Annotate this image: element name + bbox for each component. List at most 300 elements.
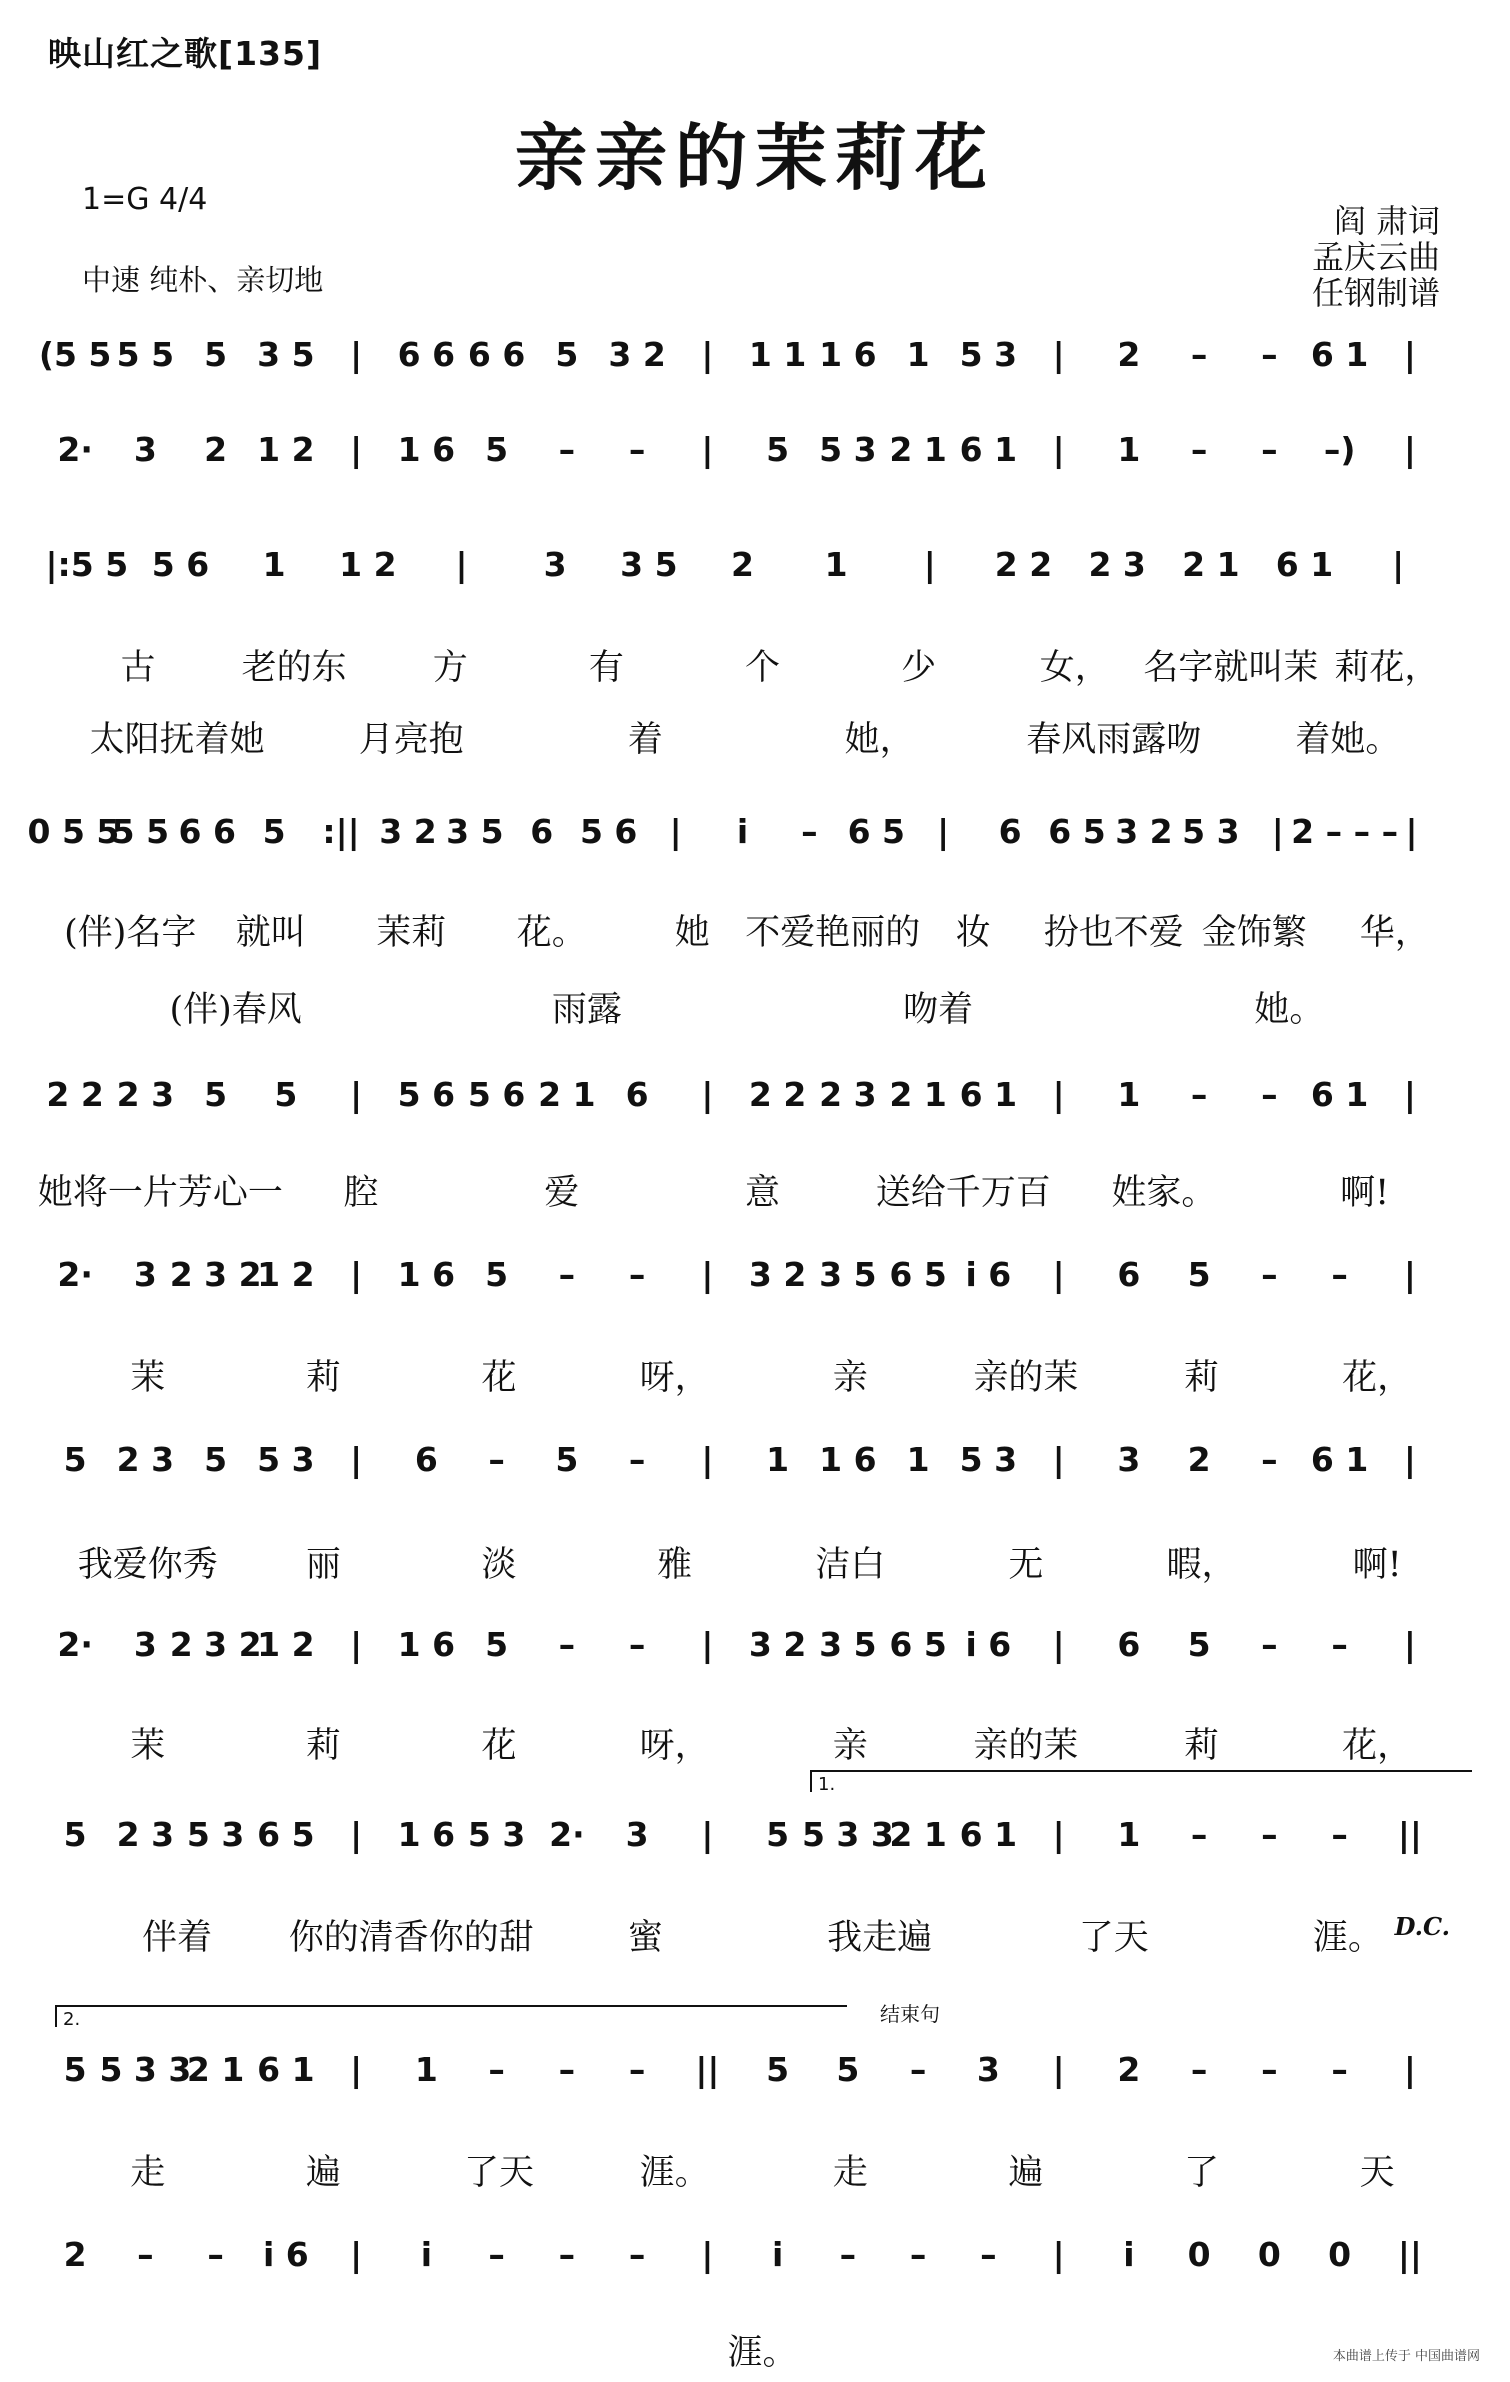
note: 6 — [625, 1075, 649, 1114]
note: 1 2 — [257, 1625, 315, 1664]
key-signature: 1=G 4/4 — [82, 182, 208, 217]
barline: | — [1403, 335, 1416, 374]
lyric-word: 亲 — [832, 1358, 868, 1398]
note: 1 6 — [397, 1815, 456, 1854]
note: 3 — [625, 1815, 649, 1854]
note: 2 — [1117, 2050, 1141, 2089]
note: (5 5 — [38, 335, 112, 374]
note: – — [1331, 1625, 1348, 1664]
lyric-word: 个 — [744, 648, 781, 688]
note: 5 — [555, 1440, 579, 1479]
barline: | — [350, 430, 363, 469]
note: i 6 — [262, 2235, 309, 2274]
note: – — [1261, 430, 1278, 469]
note: 2 — [1187, 1440, 1211, 1479]
note: 1 2 — [257, 430, 315, 469]
lyric-word: 你的清香你的甜 — [288, 1918, 534, 1958]
lyric-word: 莉花， — [1334, 648, 1440, 688]
volta-label: 1. — [818, 1774, 836, 1795]
note: 6 6 — [467, 335, 526, 374]
note: 2 1 — [1182, 545, 1240, 584]
note: 1 6 — [397, 1255, 456, 1294]
lyric-word: 了天 — [464, 2153, 535, 2193]
lyric-word: 她， — [844, 720, 915, 760]
note: – — [1261, 335, 1278, 374]
lyric-word: 着 — [627, 720, 663, 760]
note: i — [1123, 2235, 1135, 2274]
note: 2 2 — [748, 1075, 807, 1114]
barline: | — [1052, 430, 1065, 469]
lyric-word: 有 — [588, 648, 624, 688]
barline: | — [1052, 1255, 1065, 1294]
tempo-marking: 中速 纯朴、亲切地 — [82, 263, 324, 297]
note: 2 1 — [889, 430, 947, 469]
note: 5 — [485, 1625, 509, 1664]
barline: | — [1052, 1440, 1065, 1479]
note: 2 3 — [819, 1075, 877, 1114]
note: 2 3 2 — [169, 1255, 262, 1294]
note: 3 2 — [748, 1255, 807, 1294]
song-title: 亲亲的茉莉花 — [514, 115, 995, 200]
lyric-word: 天 — [1359, 2153, 1395, 2193]
lyric-word: 走 — [832, 2153, 868, 2193]
lyric-word: 着她。 — [1295, 720, 1401, 760]
note: 1 — [906, 1440, 930, 1479]
note: – — [909, 2235, 927, 2274]
lyric-word: 雨露 — [551, 990, 622, 1030]
note: 1 2 — [257, 1255, 315, 1294]
note: – — [488, 2235, 505, 2274]
note: 5 3 — [819, 430, 877, 469]
barline: | — [350, 2235, 363, 2274]
lyric-word: 她。 — [1254, 990, 1325, 1030]
note: 5 6 — [397, 1075, 456, 1114]
note: – — [137, 2235, 154, 2274]
barline: | — [350, 1625, 363, 1664]
note: 5 — [204, 1075, 228, 1114]
barline: | — [1403, 1075, 1416, 1114]
lyric-word: 春风雨露吻 — [1026, 720, 1202, 760]
lyric-word: 涯。 — [1312, 1918, 1383, 1958]
note: 5 5 — [111, 812, 170, 851]
note: 5 — [274, 1075, 298, 1114]
note: 0 5 5 — [27, 812, 120, 851]
lyric-word: 我走遍 — [827, 1918, 933, 1958]
note: 2· — [549, 1815, 585, 1854]
note: 5 3 — [257, 1440, 315, 1479]
note: 5 — [766, 2050, 790, 2089]
lyric-word: 无 — [1008, 1545, 1044, 1585]
note: i — [771, 2235, 784, 2274]
barline: | — [350, 1255, 363, 1294]
note: 6 — [998, 812, 1022, 851]
note: – — [628, 1625, 646, 1664]
note: 3 5 — [819, 1625, 877, 1664]
note: 1 — [1117, 1815, 1141, 1854]
note: 6 — [1117, 1255, 1141, 1294]
note: 2 — [731, 545, 754, 584]
barline: | — [701, 1440, 714, 1479]
note: 1 — [262, 545, 286, 584]
lyric-word: 意 — [744, 1173, 781, 1213]
lyric-word: 花 — [481, 1726, 517, 1766]
note: 2 3 — [116, 1815, 175, 1854]
note: 2 — [204, 430, 228, 469]
barline: | — [923, 545, 936, 584]
note: 2 3 — [116, 1440, 175, 1479]
lyric-word: (伴)春风 — [169, 990, 302, 1030]
barline: | — [669, 812, 682, 851]
note: 5 — [63, 1440, 87, 1479]
lyric-word: 呀， — [639, 1358, 710, 1398]
note: – — [1261, 1815, 1278, 1854]
lyric-word: 姓家。 — [1111, 1173, 1217, 1213]
note: i 6 — [965, 1255, 1012, 1294]
barline: | — [1052, 1075, 1065, 1114]
note: 2 2 — [46, 1075, 104, 1114]
lyric-word: 啊! — [1352, 1545, 1402, 1585]
lyric-word: 花 — [481, 1358, 517, 1398]
lyric-word: 茉 — [130, 1358, 166, 1398]
note: 6 1 — [959, 1815, 1018, 1854]
note: – — [980, 2235, 997, 2274]
note: 6 5 — [889, 1255, 947, 1294]
note: 3 5 — [819, 1255, 877, 1294]
note: 5 — [63, 2050, 87, 2089]
note: – — [1190, 430, 1208, 469]
note: 1 6 — [819, 335, 877, 374]
note: 3 2 — [608, 335, 666, 374]
note: 5 — [63, 1815, 87, 1854]
note: 1 1 — [748, 335, 807, 374]
note: 2 – – – — [1291, 812, 1399, 851]
lyric-word: 老的东 — [241, 648, 347, 688]
barline: || — [1397, 2235, 1422, 2274]
note: 6 1 — [959, 1075, 1018, 1114]
note: 3 5 — [620, 545, 678, 584]
note: 5 — [485, 1255, 509, 1294]
lyric-word: 月亮抱 — [358, 720, 464, 760]
volta-bracket — [810, 1770, 1472, 1795]
lyric-word: 涯。 — [727, 2333, 798, 2373]
note: 5 — [555, 335, 579, 374]
note: 5 — [836, 2050, 860, 2089]
note: 5 3 — [959, 1440, 1018, 1479]
lyric-word: 华， — [1359, 913, 1430, 953]
note: 5 3 — [959, 335, 1018, 374]
note: – — [558, 430, 576, 469]
note: 0 — [1328, 2235, 1352, 2274]
lyric-word: 了天 — [1078, 1918, 1149, 1958]
lyric-word: 蜜 — [627, 1918, 663, 1958]
note: 5 — [1187, 1625, 1211, 1664]
note: 3 2 — [748, 1625, 807, 1664]
note: 2 1 — [186, 2050, 245, 2089]
lyric-word: 雅 — [657, 1545, 693, 1585]
note: – — [1261, 1440, 1278, 1479]
note: – — [1331, 1255, 1348, 1294]
note: – — [628, 1255, 646, 1294]
note: 5 — [262, 812, 286, 851]
note: 2· — [57, 430, 93, 469]
note: 5 — [204, 1440, 228, 1479]
note: 5 3 — [1182, 812, 1240, 851]
lyric-word: 遍 — [1008, 2153, 1044, 2193]
note: 2 1 — [538, 1075, 596, 1114]
note: 1 6 — [819, 1440, 877, 1479]
lyric-word: 腔 — [343, 1173, 379, 1213]
note: 2 — [1117, 335, 1141, 374]
note: – — [1190, 335, 1208, 374]
note: 6 1 — [1310, 1440, 1369, 1479]
lyric-word: 方 — [432, 648, 468, 688]
lyric-word: 扮也不爱 — [1043, 913, 1184, 953]
note: – — [801, 812, 818, 851]
barline: | — [1052, 1625, 1065, 1664]
lyric-word: 妆 — [955, 913, 991, 953]
ending-label: 结束句 — [880, 2002, 940, 2026]
note: 6 1 — [1275, 545, 1334, 584]
series-label: 映山红之歌[135] — [48, 34, 323, 73]
barline: | — [937, 812, 950, 851]
note: 1 — [1117, 430, 1141, 469]
barline: | — [350, 1440, 363, 1479]
volta-bracket — [55, 2005, 847, 2030]
lyric-word: 爱 — [544, 1173, 580, 1213]
barline: | — [1271, 812, 1284, 851]
barline: :|| — [322, 812, 360, 851]
note: i — [420, 2235, 433, 2274]
note: 2 3 2 — [169, 1625, 262, 1664]
lyric-word: 太阳抚着她 — [89, 720, 265, 760]
note: 2· — [57, 1255, 93, 1294]
volta-label: 2. — [63, 2009, 81, 2030]
note: 3 — [133, 1255, 157, 1294]
lyric-word: 女， — [1039, 648, 1110, 688]
note: 6 1 — [257, 2050, 315, 2089]
note: 3 2 — [1115, 812, 1173, 851]
lyric-word: 莉 — [1184, 1358, 1220, 1398]
note: 6 1 — [959, 430, 1018, 469]
note: – — [558, 1625, 576, 1664]
note: – — [1261, 1625, 1278, 1664]
note: i — [736, 812, 749, 851]
note: 2 2 — [994, 545, 1053, 584]
note: 6 6 — [397, 335, 456, 374]
note: 1 — [766, 1440, 790, 1479]
note: 1 — [906, 335, 930, 374]
barline: | — [1052, 335, 1065, 374]
barline: | — [1403, 1255, 1416, 1294]
dc-mark: D.C. — [1394, 1912, 1450, 1941]
note: 5 3 — [467, 1815, 526, 1854]
note: 6 5 — [1048, 812, 1106, 851]
credit-composer: 孟庆云曲 — [1311, 238, 1440, 276]
note: 6 6 — [178, 812, 236, 851]
note: 2· — [57, 1625, 93, 1664]
lyric-word: 少 — [901, 648, 937, 688]
note: 0 — [1257, 2235, 1281, 2274]
note: 5 3 — [186, 1815, 245, 1854]
lyric-word: 走 — [130, 2153, 166, 2193]
note: 3 — [133, 430, 157, 469]
note: 6 5 — [847, 812, 906, 851]
lyric-word: 丽 — [305, 1545, 341, 1585]
lyric-word: 送给千万百 — [875, 1173, 1051, 1213]
note: 5 — [204, 335, 228, 374]
barline: || — [1397, 1815, 1422, 1854]
lyric-word: 莉 — [305, 1726, 341, 1766]
note: 6 1 — [1310, 335, 1369, 374]
barline: | — [350, 335, 363, 374]
note: 3 — [133, 1625, 157, 1664]
footer-credit: 本曲谱上传于 中国曲谱网 — [1332, 2349, 1480, 2364]
note: 2 3 — [116, 1075, 175, 1114]
barline: | — [1403, 1440, 1416, 1479]
note: – — [488, 1440, 505, 1479]
note: – — [628, 2050, 646, 2089]
note: 3 — [976, 2050, 1000, 2089]
lyric-word: (伴)名字 — [64, 913, 197, 953]
lyric-word: 金饰繁 — [1201, 913, 1307, 953]
note: 5 — [1187, 1255, 1211, 1294]
lyric-word: 呀， — [639, 1726, 710, 1766]
lyric-word: 茉 — [130, 1726, 166, 1766]
note: 1 2 — [339, 545, 397, 584]
note: 6 1 — [1310, 1075, 1369, 1114]
lyric-word: 亲的茉 — [973, 1726, 1079, 1766]
note: 2 1 — [889, 1815, 947, 1854]
lyric-word: 暇， — [1166, 1545, 1237, 1585]
note: 2 3 — [1088, 545, 1146, 584]
note: 1 — [1117, 1075, 1141, 1114]
barline: | — [1052, 1815, 1065, 1854]
note: – — [1331, 1815, 1348, 1854]
lyric-word: 名字就叫茉 — [1143, 648, 1319, 688]
note: –) — [1323, 430, 1356, 469]
note: – — [558, 2050, 576, 2089]
lyric-word: 伴着 — [142, 1918, 213, 1958]
credit-lyricist: 阎 肃词 — [1333, 202, 1440, 240]
note: – — [839, 2235, 857, 2274]
note: 0 — [1187, 2235, 1211, 2274]
barline: | — [1403, 1625, 1416, 1664]
credit-transcriber: 任钢制谱 — [1311, 274, 1440, 312]
note: 5 6 — [467, 1075, 526, 1114]
note: 1 — [414, 2050, 438, 2089]
note: – — [1190, 2050, 1208, 2089]
note: 5 — [766, 1815, 790, 1854]
note: i 6 — [965, 1625, 1012, 1664]
note: – — [207, 2235, 224, 2274]
barline: | — [1403, 2050, 1416, 2089]
lyric-word: 花。 — [516, 913, 587, 953]
lyric-word: 古 — [120, 648, 156, 688]
lyric-word: 了 — [1184, 2153, 1220, 2193]
note: 6 — [1117, 1625, 1141, 1664]
note: 5 6 — [579, 812, 638, 851]
note: – — [1261, 1075, 1278, 1114]
note: – — [558, 2235, 576, 2274]
note: – — [909, 2050, 927, 2089]
lyric-word: 花， — [1342, 1358, 1413, 1398]
note: 1 — [824, 545, 848, 584]
lyric-word: 啊! — [1340, 1173, 1390, 1213]
lyric-word: 莉 — [1184, 1726, 1220, 1766]
note: 2 — [63, 2235, 87, 2274]
lyric-word: 亲的茉 — [973, 1358, 1079, 1398]
barline: | — [701, 335, 714, 374]
note: 3 — [1117, 1440, 1141, 1479]
note: – — [1190, 1075, 1208, 1114]
note: 6 5 — [257, 1815, 315, 1854]
lyric-word: 洁白 — [815, 1545, 886, 1585]
barline: | — [1403, 430, 1416, 469]
lyric-word: 花， — [1342, 1726, 1413, 1766]
barline: |:5 5 — [45, 545, 129, 584]
note: 5 6 — [151, 545, 210, 584]
barline: | — [350, 1075, 363, 1114]
lyric-word: 遍 — [305, 2153, 341, 2193]
lyric-word: 不爱艳丽的 — [745, 913, 921, 953]
note: 5 3 3 — [801, 1815, 894, 1854]
lyric-word: 我爱你秀 — [77, 1545, 218, 1585]
note: 2 1 — [889, 1075, 947, 1114]
barline: | — [701, 1625, 714, 1664]
note: 6 — [530, 812, 554, 851]
barline: | — [350, 1815, 363, 1854]
barline: | — [701, 1815, 714, 1854]
barline: | — [1392, 545, 1405, 584]
note: 6 5 — [889, 1625, 947, 1664]
note: 3 — [543, 545, 567, 584]
note: – — [628, 1440, 646, 1479]
note: 3 2 — [379, 812, 437, 851]
lyric-word: 茉莉 — [376, 913, 447, 953]
lyric-word: 莉 — [305, 1358, 341, 1398]
note: 3 5 — [257, 335, 315, 374]
note: 5 3 3 — [99, 2050, 192, 2089]
note: – — [558, 1255, 576, 1294]
lyric-word: 吻着 — [903, 990, 974, 1030]
note: 5 — [485, 430, 509, 469]
note: – — [1261, 1255, 1278, 1294]
note: – — [1261, 2050, 1278, 2089]
barline: || — [695, 2050, 720, 2089]
barline: | — [701, 1075, 714, 1114]
note: – — [628, 2235, 646, 2274]
barline: | — [1052, 2050, 1065, 2089]
barline: | — [1405, 812, 1418, 851]
lyric-word: 就叫 — [235, 913, 306, 953]
barline: | — [1052, 2235, 1065, 2274]
barline: | — [701, 430, 714, 469]
note: – — [488, 2050, 505, 2089]
note: 1 6 — [397, 430, 456, 469]
note: 3 5 — [446, 812, 504, 851]
barline: | — [455, 545, 468, 584]
lyric-word: 淡 — [481, 1545, 517, 1585]
note: 5 — [766, 430, 790, 469]
barline: | — [701, 1255, 714, 1294]
lyric-word: 她 — [674, 913, 710, 953]
lyric-word: 她将一片芳心一 — [37, 1173, 283, 1213]
lyric-word: 亲 — [832, 1726, 868, 1766]
note: 1 6 — [397, 1625, 456, 1664]
note: – — [628, 430, 646, 469]
barline: | — [701, 2235, 714, 2274]
note: – — [1331, 2050, 1348, 2089]
